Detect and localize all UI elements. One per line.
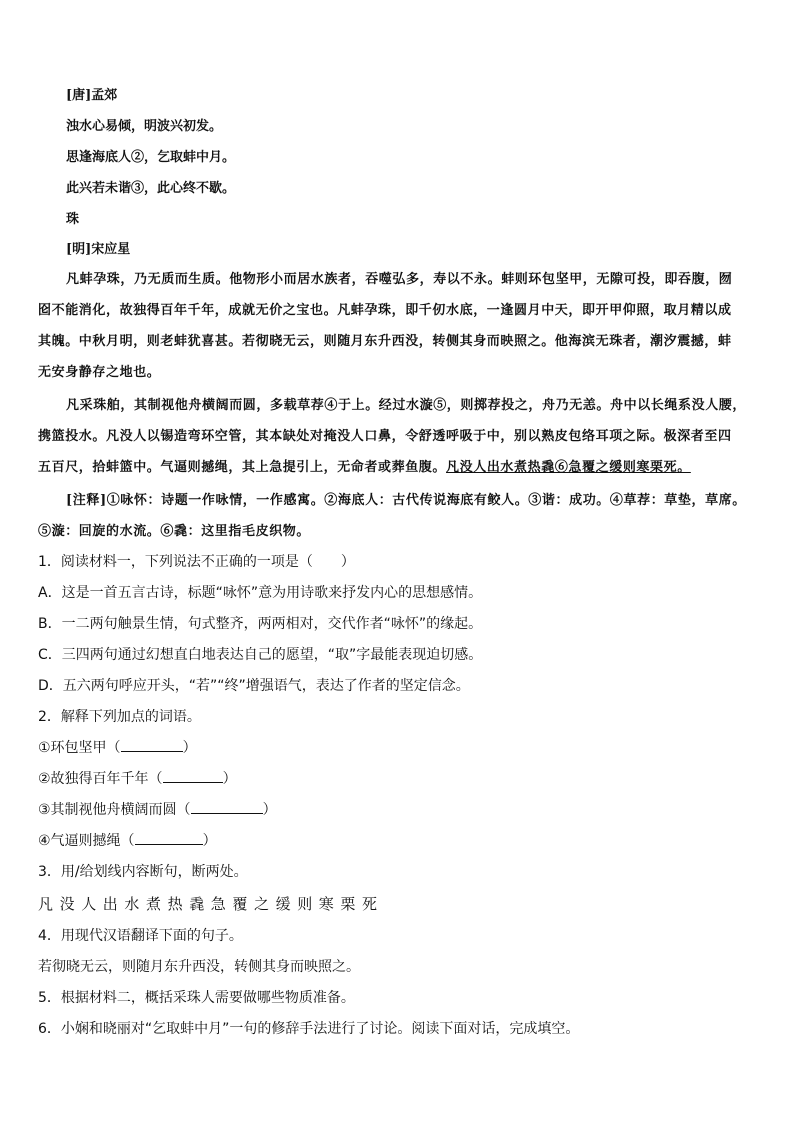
prose-paragraph-line: 其魄。中秋月明，则老蚌犹喜甚。若彻晓无云，则随月东升西没，转侧其身而映照之。他海滨无珠者，潮汐震撼，蚌 [38,334,732,349]
poem-line: 此兴若未谐③，此心终不歇。 [66,181,236,196]
prose-paragraph-line [38,456,691,475]
annotation-line: ⑤漩：回旋的水流。⑥毳：这里指毛皮织物。 [38,524,311,539]
prose-paragraph-line: 凡采珠舶，其制视他舟横阔而圆，多载草荐④于上。经过水漩⑤，则掷荐投之，舟乃无恙。舟中以长绳系没人腰， [66,398,747,413]
question-4: 4．用现代汉语翻译下面的句子。 [38,928,243,944]
q2-item-close: ） [202,833,217,849]
poem-line: 浊水心易倾，明波兴初发。 [66,119,223,134]
prose-paragraph-line: 囵不能消化，故独得百年千年，成就无价之宝也。凡蚌孕珠，即千仞水底，一逢圆月中天，即开甲仰照，取月精以成 [38,303,732,318]
question-1: 1．阅读材料一，下列说法不正确的一项是（ ） [38,554,355,570]
question-2: 2．解释下列加点的词语。 [38,709,201,725]
option-d: D．五六两句呼应开头，“若”“终”增强语气，表达了作者的坚定信念。 [38,678,470,694]
answer-blank[interactable] [121,739,183,752]
sentence-to-translate: 若彻晓无云，则随月东升西没，转侧其身而映照之。 [38,959,360,975]
underlined-passage: 凡没人出水煮热毳⑥急覆之缓则寒栗死。 [446,460,691,475]
q2-item [38,830,217,850]
q2-item [38,737,197,757]
q2-item-close: ） [262,802,277,818]
q2-item-text: ③其制视他舟横阔而圆（ [38,802,191,818]
prose-paragraph-line: 无安身静存之地也。 [38,365,161,380]
answer-blank[interactable] [163,770,223,783]
annotation-line: [注释]①咏怀：诗题一作咏情，一作感寓。②海底人：古代传说海底有鲛人。③谐：成功。④草荐：草垫，草席。 [66,493,746,508]
q2-item-text: ①环包坚甲（ [38,740,121,756]
prose-paragraph-line: 凡蚌孕珠，乃无质而生质。他物形小而居水族者，吞噬弘多，寿以不永。蚌则环包坚甲，无隙可投，即吞腹，囫 [66,272,733,287]
prose-text: 五百尺，拾蚌篮中。气逼则撼绳，其上急提引上，无命者或葬鱼腹。 [38,460,447,475]
q2-item-close: ） [222,771,237,787]
question-5: 5．根据材料二，概括采珠人需要做哪些物质准备。 [38,990,355,1006]
question-3: 3．用/给划线内容断句，断两处。 [38,864,248,880]
sentence-to-punctuate: 凡没人出水煮热毳急覆之缓则寒栗死 [38,895,384,913]
q2-item [38,799,277,819]
option-c: C．三四两句通过幻想直白地表达自己的愿望，“取”字最能表现迫切感。 [38,647,483,663]
prose-author: [明]宋应星 [66,242,131,257]
q2-item-text: ④气逼则撼绳（ [38,833,135,849]
q2-item-text: ②故独得百年千年（ [38,771,163,787]
q2-item [38,768,237,788]
answer-blank[interactable] [135,832,203,845]
q2-item-close: ） [182,740,197,756]
question-6: 6．小娴和晓丽对“乞取蚌中月”一句的修辞手法进行了讨论。阅读下面对话，完成填空。 [38,1021,580,1037]
poem-line: 思逢海底人②，乞取蚌中月。 [66,150,236,165]
option-b: B．一二两句触景生情，句式整齐，两两相对，交代作者“咏怀”的缘起。 [38,616,483,632]
prose-paragraph-line: 携篮投水。凡没人以锡造弯环空管，其本缺处对掩没人口鼻，令舒透呼吸于中，别以熟皮包络耳项之际。极深者至四 [38,429,732,444]
option-a: A．这是一首五言古诗，标题“咏怀”意为用诗歌来抒发内心的思想感情。 [38,585,483,601]
prose-title: 珠 [66,212,80,227]
poem-author: [唐]孟郊 [66,88,118,103]
answer-blank[interactable] [191,801,263,814]
